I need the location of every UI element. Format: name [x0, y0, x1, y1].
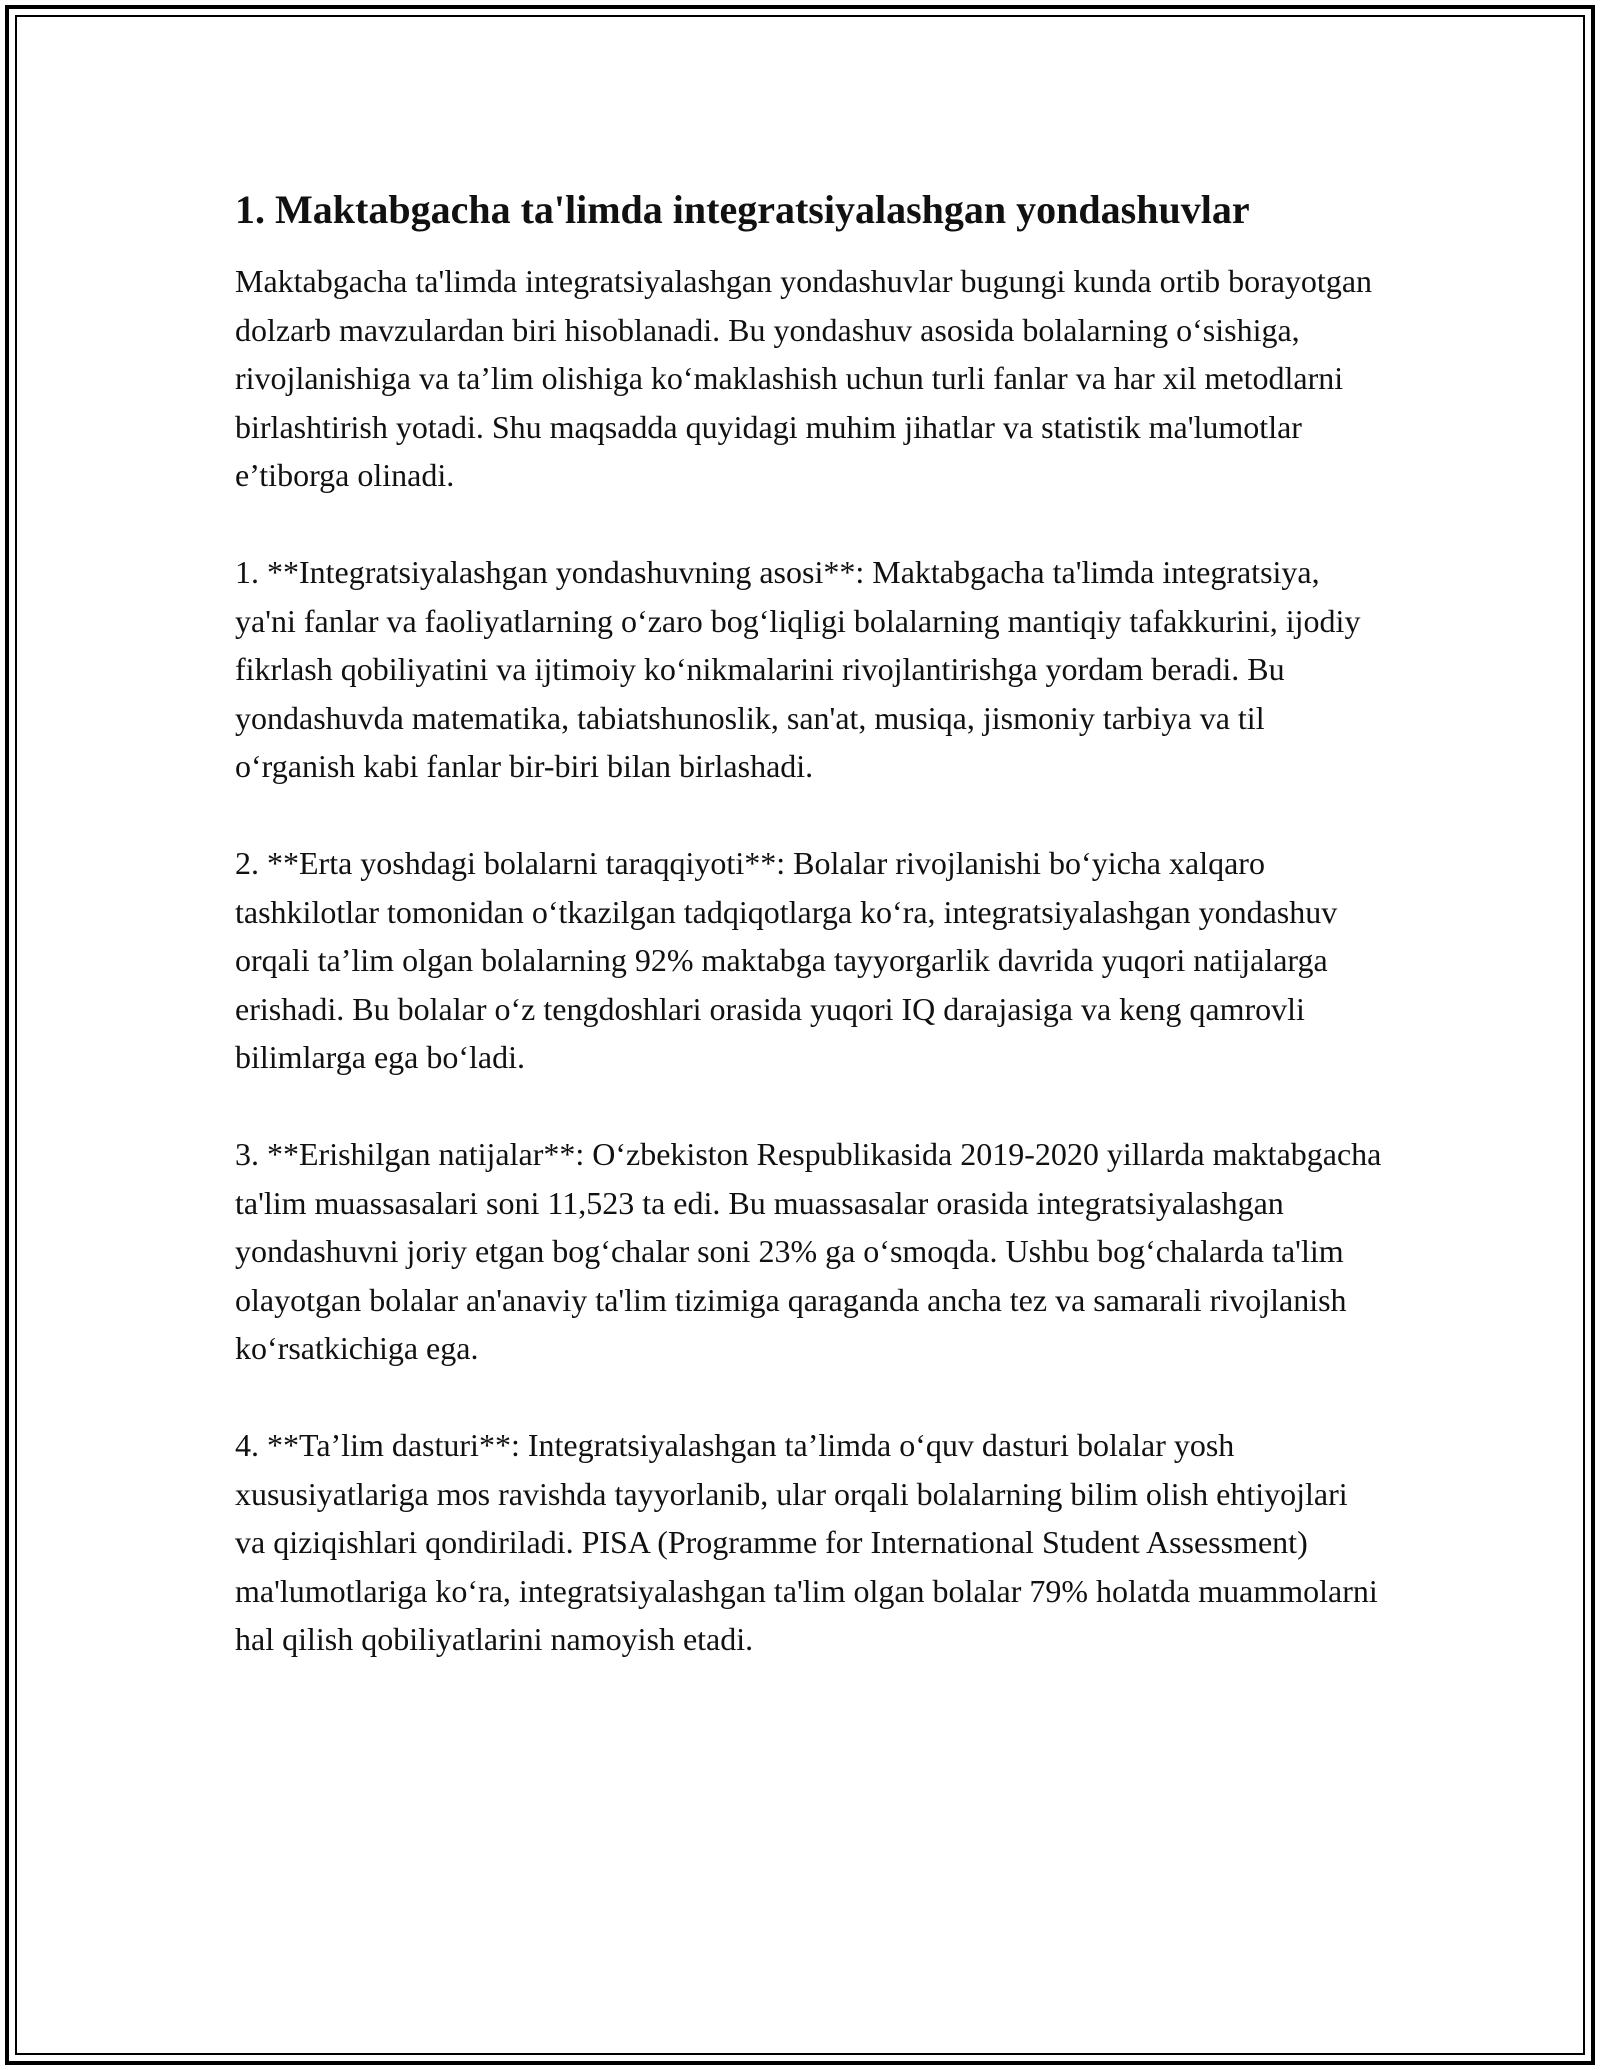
intro-paragraph: Maktabgacha ta'limda integratsiyalashgan yondashuvlar bugungi kunda ortib borayotgan dolzarb mavzulardan biri hisoblanadi. Bu yondashuv asosida bolalarning oʻsishiga, rivojlanishiga va ta’lim olishiga koʻmaklashish uchun turli fanlar va har xil metodlarni birlashtirish yotadi. Shu maqsadda quyidagi muhim jihatlar va statistik ma'lumotlar e’tiborga olinadi.	[235, 263, 1373, 493]
paragraph-1-integration-basis: 1. **Integratsiyalashgan yondashuvning asosi**: Maktabgacha ta'limda integratsiya, ya'ni fanlar va faoliyatlarning oʻzaro bogʻliqligi bolalarning mantiqiy tafakkurini, ijodiy fikrlash qobiliyatini va ijtimoiy koʻnikmalarini rivojlantirishga yordam beradi. Bu yondashuvda matematika, tabiatshunoslik, san'at, musiqa, jismoniy tarbiya va til oʻrganish kabi fanlar bir-biri bilan birlashadi.	[235, 554, 1361, 784]
paragraph-3-achieved-results: 3. **Erishilgan natijalar**: Oʻzbekiston Respublikasida 2019-2020 yillarda maktabgacha ta'lim muassasalari soni 11,523 ta edi. Bu muassasalar orasida integratsiyalashgan yondashuvni joriy etgan bogʻchalar soni 23% ga oʻsmoqda. Ushbu bogʻchalarda ta'lim olayotgan bolalar an'anaviy ta'lim tizimiga qaraganda ancha tez va samarali rivojlanish koʻrsatkichiga ega.	[235, 1136, 1382, 1366]
paragraph-4-education-program: 4. **Ta’lim dasturi**: Integratsiyalashgan ta’limda oʻquv dasturi bolalar yosh xususiyatlariga mos ravishda tayyorlanib, ular orqali bolalarning bilim olish ehtiyojlari va qiziqishlari qondiriladi. PISA (Programme for International Student Assessment) ma'lumotlariga koʻra, integratsiyalashgan ta'lim olgan bolalar 79% holatda muammolarni hal qilish qobiliyatlarini namoyish etadi.	[235, 1427, 1378, 1657]
document-title: 1. Maktabgacha ta'limda integratsiyalashgan yondashuvlar	[235, 187, 1250, 232]
paragraph-2-early-development: 2. **Erta yoshdagi bolalarni taraqqiyoti**: Bolalar rivojlanishi boʻyicha xalqaro tashkilotlar tomonidan oʻtkazilgan tadqiqotlarga koʻra, integratsiyalashgan yondashuv orqali ta’lim olgan bolalarning 92% maktabga tayyorgarlik davrida yuqori natijalarga erishadi. Bu bolalar oʻz tengdoshlari orasida yuqori IQ darajasiga va keng qamrovli bilimlarga ega boʻladi.	[235, 845, 1338, 1075]
document-body	[235, 185, 1385, 1712]
